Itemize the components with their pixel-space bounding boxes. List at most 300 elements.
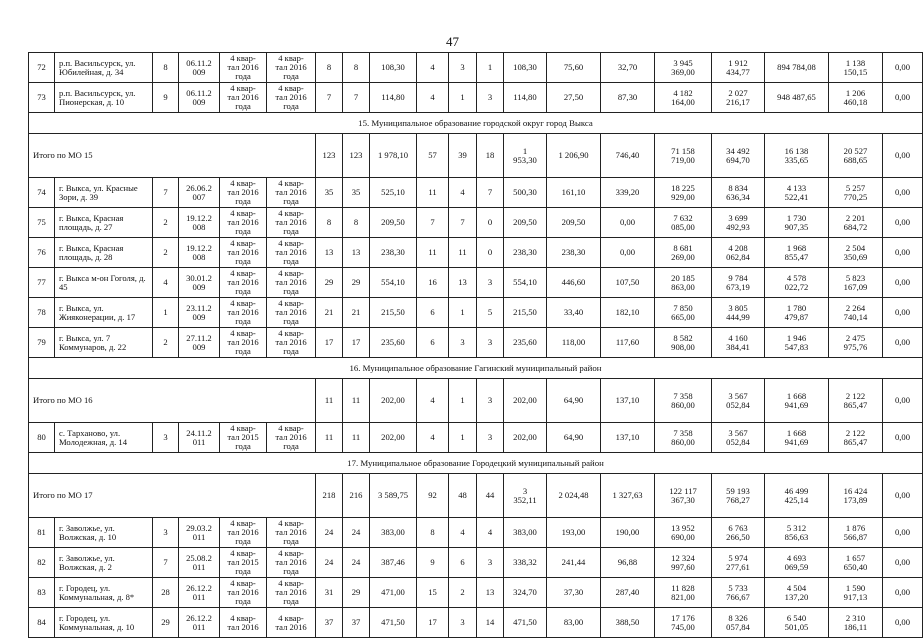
- row-number: 79: [29, 328, 55, 358]
- cell-c16: 8 681 269,00: [655, 238, 712, 268]
- cell-c15: 388,50: [601, 608, 655, 638]
- cell-c16: 17 176 745,00: [655, 608, 712, 638]
- cell-c8: 24: [343, 518, 370, 548]
- planned-term: 4 квар- тал 2016 года: [220, 83, 267, 113]
- total-row: [29, 134, 923, 178]
- cell-c20: 0,00: [883, 518, 923, 548]
- decision-date: 27.11.2 009: [179, 328, 220, 358]
- table-row: [29, 298, 923, 328]
- cell-c7: 17: [316, 328, 343, 358]
- cell-c11: 48: [449, 474, 477, 518]
- actual-term: 4 квар- тал 2016 года: [267, 298, 316, 328]
- cell-c14: 75,60: [547, 53, 601, 83]
- cell-c19: 2 310 186,11: [829, 608, 883, 638]
- cell-c18: 46 499 425,14: [765, 474, 829, 518]
- cell-c20: 0,00: [883, 208, 923, 238]
- cell-c8: 24: [343, 548, 370, 578]
- cell-c17: 34 492 694,70: [712, 134, 765, 178]
- cell-c16: 7 632 085,00: [655, 208, 712, 238]
- cell-c7: 123: [316, 134, 343, 178]
- cell-c12: 0: [477, 238, 504, 268]
- cell-c18: 948 487,65: [765, 83, 829, 113]
- cell-c17: 1 912 434,77: [712, 53, 765, 83]
- cell-c10: 57: [417, 134, 449, 178]
- cell-c7: 11: [316, 423, 343, 453]
- cell-c15: 287,40: [601, 578, 655, 608]
- cell-c3: 4: [153, 268, 179, 298]
- cell-c13: 500,30: [504, 178, 547, 208]
- cell-c16: 7 850 665,00: [655, 298, 712, 328]
- address: г. Выкса, Красная площадь, д. 28: [55, 238, 153, 268]
- planned-term: 4 квар- тал 2016 года: [220, 268, 267, 298]
- cell-c7: 37: [316, 608, 343, 638]
- decision-date: 30.01.2 009: [179, 268, 220, 298]
- cell-c20: 0,00: [883, 423, 923, 453]
- cell-c7: 11: [316, 379, 343, 423]
- cell-c13: 338,32: [504, 548, 547, 578]
- cell-c18: 4 133 522,41: [765, 178, 829, 208]
- cell-c16: 3 945 369,00: [655, 53, 712, 83]
- cell-c14: 209,50: [547, 208, 601, 238]
- cell-c10: 15: [417, 578, 449, 608]
- decision-date: 23.11.2 009: [179, 298, 220, 328]
- cell-c13: 238,30: [504, 238, 547, 268]
- cell-c19: 2 264 740,14: [829, 298, 883, 328]
- cell-c13: 324,70: [504, 578, 547, 608]
- row-number: 82: [29, 548, 55, 578]
- cell-c13: 383,00: [504, 518, 547, 548]
- page-number: 47: [446, 34, 459, 49]
- cell-c10: 7: [417, 208, 449, 238]
- table-row: [29, 548, 923, 578]
- cell-c12: 3: [477, 379, 504, 423]
- table-row: [29, 328, 923, 358]
- cell-c3: 3: [153, 423, 179, 453]
- cell-c12: 13: [477, 578, 504, 608]
- cell-c9: 202,00: [370, 423, 417, 453]
- cell-c19: 5 257 770,25: [829, 178, 883, 208]
- cell-c14: 37,30: [547, 578, 601, 608]
- cell-c7: 24: [316, 518, 343, 548]
- cell-c3: 7: [153, 178, 179, 208]
- cell-c11: 13: [449, 268, 477, 298]
- cell-c13: 3 352,11: [504, 474, 547, 518]
- cell-c13: 202,00: [504, 379, 547, 423]
- cell-c3: 7: [153, 548, 179, 578]
- cell-c19: 1 206 460,18: [829, 83, 883, 113]
- cell-c9: 471,50: [370, 608, 417, 638]
- section-title: 15. Муниципальное образование городской округ город Выкса: [29, 113, 923, 134]
- cell-c9: 3 589,75: [370, 474, 417, 518]
- cell-c20: 0,00: [883, 53, 923, 83]
- cell-c12: 3: [477, 268, 504, 298]
- cell-c17: 5 733 766,67: [712, 578, 765, 608]
- cell-c9: 238,30: [370, 238, 417, 268]
- cell-c20: 0,00: [883, 268, 923, 298]
- cell-c9: 471,00: [370, 578, 417, 608]
- cell-c14: 2 024,48: [547, 474, 601, 518]
- row-number: 73: [29, 83, 55, 113]
- cell-c14: 161,10: [547, 178, 601, 208]
- cell-c19: 1 138 150,15: [829, 53, 883, 83]
- total-row: [29, 379, 923, 423]
- cell-c19: 1 876 566,87: [829, 518, 883, 548]
- cell-c17: 3 699 492,93: [712, 208, 765, 238]
- cell-c9: 387,46: [370, 548, 417, 578]
- cell-c13: 114,80: [504, 83, 547, 113]
- planned-term: 4 квар- тал 2016 года: [220, 298, 267, 328]
- cell-c10: 17: [417, 608, 449, 638]
- address: г. Городец, ул. Коммунальная, д. 8*: [55, 578, 153, 608]
- row-number: 72: [29, 53, 55, 83]
- table-row: [29, 578, 923, 608]
- cell-c3: 2: [153, 208, 179, 238]
- cell-c18: 4 504 137,20: [765, 578, 829, 608]
- cell-c18: 6 540 501,05: [765, 608, 829, 638]
- cell-c19: 5 823 167,09: [829, 268, 883, 298]
- cell-c16: 7 358 860,00: [655, 423, 712, 453]
- address: г. Выкса, ул. Жияконерации, д. 17: [55, 298, 153, 328]
- cell-c14: 193,00: [547, 518, 601, 548]
- cell-c8: 37: [343, 608, 370, 638]
- cell-c11: 11: [449, 238, 477, 268]
- row-number: 81: [29, 518, 55, 548]
- decision-date: 24.11.2 011: [179, 423, 220, 453]
- planned-term: 4 квар- тал 2016 года: [220, 208, 267, 238]
- cell-c10: 6: [417, 328, 449, 358]
- cell-c15: 96,88: [601, 548, 655, 578]
- cell-c9: 215,50: [370, 298, 417, 328]
- decision-date: 25.08.2 011: [179, 548, 220, 578]
- cell-c7: 7: [316, 83, 343, 113]
- planned-term: 4 квар- тал 2016 года: [220, 53, 267, 83]
- actual-term: 4 квар- тал 2016 года: [267, 83, 316, 113]
- total-row: [29, 474, 923, 518]
- cell-c17: 8 326 057,84: [712, 608, 765, 638]
- cell-c12: 1: [477, 53, 504, 83]
- actual-term: 4 квар- тал 2016 года: [267, 268, 316, 298]
- section-header-row: [29, 453, 923, 474]
- cell-c16: 20 185 863,00: [655, 268, 712, 298]
- cell-c3: 8: [153, 53, 179, 83]
- cell-c20: 0,00: [883, 298, 923, 328]
- address: г. Выкса, Красная площадь, д. 27: [55, 208, 153, 238]
- actual-term: 4 квар- тал 2016 года: [267, 578, 316, 608]
- cell-c17: 3 567 052,84: [712, 423, 765, 453]
- table-row: [29, 268, 923, 298]
- cell-c12: 3: [477, 423, 504, 453]
- cell-c3: 29: [153, 608, 179, 638]
- cell-c11: 1: [449, 423, 477, 453]
- cell-c20: 0,00: [883, 548, 923, 578]
- cell-c11: 1: [449, 379, 477, 423]
- cell-c14: 1 206,90: [547, 134, 601, 178]
- cell-c10: 11: [417, 238, 449, 268]
- cell-c3: 9: [153, 83, 179, 113]
- address: г. Выкса м-он Гоголя, д. 45: [55, 268, 153, 298]
- cell-c15: 32,70: [601, 53, 655, 83]
- total-label: Итого по МО 16: [29, 379, 316, 423]
- cell-c16: 18 225 929,00: [655, 178, 712, 208]
- cell-c12: 3: [477, 328, 504, 358]
- cell-c19: 1 590 917,13: [829, 578, 883, 608]
- cell-c11: 2: [449, 578, 477, 608]
- decision-date: 06.11.2 009: [179, 53, 220, 83]
- address: г. Выкса, ул. 7 Коммунаров, д. 22: [55, 328, 153, 358]
- cell-c11: 3: [449, 328, 477, 358]
- cell-c8: 11: [343, 423, 370, 453]
- cell-c17: 59 193 768,27: [712, 474, 765, 518]
- decision-date: 06.11.2 009: [179, 83, 220, 113]
- cell-c10: 8: [417, 518, 449, 548]
- row-number: 75: [29, 208, 55, 238]
- cell-c14: 238,30: [547, 238, 601, 268]
- cell-c18: 4 693 069,59: [765, 548, 829, 578]
- cell-c17: 5 974 277,61: [712, 548, 765, 578]
- cell-c11: 1: [449, 83, 477, 113]
- cell-c20: 0,00: [883, 578, 923, 608]
- cell-c17: 9 784 673,19: [712, 268, 765, 298]
- cell-c15: 746,40: [601, 134, 655, 178]
- planned-term: 4 квар- тал 2015 года: [220, 423, 267, 453]
- cell-c11: 4: [449, 178, 477, 208]
- cell-c7: 13: [316, 238, 343, 268]
- cell-c7: 35: [316, 178, 343, 208]
- total-label: Итого по МО 15: [29, 134, 316, 178]
- cell-c14: 83,00: [547, 608, 601, 638]
- planned-term: 4 квар- тал 2015 года: [220, 548, 267, 578]
- table-row: [29, 238, 923, 268]
- address: с. Тарханово, ул. Молодежная, д. 14: [55, 423, 153, 453]
- cell-c9: 1 978,10: [370, 134, 417, 178]
- cell-c12: 44: [477, 474, 504, 518]
- cell-c19: 1 657 650,40: [829, 548, 883, 578]
- cell-c8: 216: [343, 474, 370, 518]
- actual-term: 4 квар- тал 2016 года: [267, 548, 316, 578]
- cell-c13: 1 953,30: [504, 134, 547, 178]
- cell-c12: 7: [477, 178, 504, 208]
- actual-term: 4 квар- тал 2016: [267, 608, 316, 638]
- cell-c16: 7 358 860,00: [655, 379, 712, 423]
- cell-c20: 0,00: [883, 474, 923, 518]
- cell-c3: 28: [153, 578, 179, 608]
- cell-c8: 123: [343, 134, 370, 178]
- cell-c15: 1 327,63: [601, 474, 655, 518]
- cell-c11: 6: [449, 548, 477, 578]
- cell-c10: 92: [417, 474, 449, 518]
- cell-c17: 4 160 384,41: [712, 328, 765, 358]
- cell-c15: 107,50: [601, 268, 655, 298]
- row-number: 76: [29, 238, 55, 268]
- cell-c10: 4: [417, 423, 449, 453]
- cell-c7: 29: [316, 268, 343, 298]
- decision-date: 26.12.2 011: [179, 578, 220, 608]
- cell-c10: 6: [417, 298, 449, 328]
- cell-c7: 21: [316, 298, 343, 328]
- cell-c19: 2 122 865,47: [829, 379, 883, 423]
- table-row: [29, 178, 923, 208]
- actual-term: 4 квар- тал 2016 года: [267, 518, 316, 548]
- cell-c9: 525,10: [370, 178, 417, 208]
- section-title: 16. Муниципальное образование Гагинский муниципальный район: [29, 358, 923, 379]
- cell-c8: 13: [343, 238, 370, 268]
- cell-c12: 5: [477, 298, 504, 328]
- table-row: [29, 423, 923, 453]
- actual-term: 4 квар- тал 2016 года: [267, 208, 316, 238]
- cell-c17: 3 567 052,84: [712, 379, 765, 423]
- cell-c15: 190,00: [601, 518, 655, 548]
- cell-c8: 29: [343, 268, 370, 298]
- cell-c15: 87,30: [601, 83, 655, 113]
- decision-date: 26.06.2 007: [179, 178, 220, 208]
- cell-c15: 0,00: [601, 238, 655, 268]
- cell-c16: 13 952 690,00: [655, 518, 712, 548]
- cell-c17: 2 027 216,17: [712, 83, 765, 113]
- cell-c13: 215,50: [504, 298, 547, 328]
- row-number: 78: [29, 298, 55, 328]
- cell-c3: 2: [153, 328, 179, 358]
- cell-c19: 20 527 688,65: [829, 134, 883, 178]
- cell-c17: 8 834 636,34: [712, 178, 765, 208]
- section-header-row: [29, 113, 923, 134]
- cell-c10: 16: [417, 268, 449, 298]
- cell-c11: 3: [449, 608, 477, 638]
- cell-c18: 1 668 941,69: [765, 423, 829, 453]
- cell-c13: 202,00: [504, 423, 547, 453]
- cell-c10: 9: [417, 548, 449, 578]
- cell-c15: 0,00: [601, 208, 655, 238]
- cell-c20: 0,00: [883, 328, 923, 358]
- cell-c11: 1: [449, 298, 477, 328]
- row-number: 77: [29, 268, 55, 298]
- section-title: 17. Муниципальное образование Городецкий муниципальный район: [29, 453, 923, 474]
- cell-c3: 3: [153, 518, 179, 548]
- cell-c18: 894 784,08: [765, 53, 829, 83]
- cell-c10: 4: [417, 83, 449, 113]
- table-row: [29, 608, 923, 638]
- cell-c16: 12 324 997,60: [655, 548, 712, 578]
- cell-c14: 446,60: [547, 268, 601, 298]
- decision-date: 29.03.2 011: [179, 518, 220, 548]
- cell-c18: 5 312 856,63: [765, 518, 829, 548]
- cell-c8: 35: [343, 178, 370, 208]
- cell-c9: 383,00: [370, 518, 417, 548]
- cell-c18: 1 780 479,87: [765, 298, 829, 328]
- cell-c8: 11: [343, 379, 370, 423]
- address: р.п. Васильсурск, ул. Пионерская, д. 10: [55, 83, 153, 113]
- address: г. Городец, ул. Коммунальная, д. 10: [55, 608, 153, 638]
- cell-c12: 14: [477, 608, 504, 638]
- cell-c17: 6 763 266,50: [712, 518, 765, 548]
- cell-c12: 3: [477, 548, 504, 578]
- address: р.п. Васильсурск, ул. Юбилейная, д. 34: [55, 53, 153, 83]
- cell-c15: 339,20: [601, 178, 655, 208]
- cell-c15: 137,10: [601, 423, 655, 453]
- actual-term: 4 квар- тал 2016 года: [267, 53, 316, 83]
- cell-c11: 3: [449, 53, 477, 83]
- resettlement-table: [28, 52, 923, 638]
- cell-c9: 554,10: [370, 268, 417, 298]
- cell-c20: 0,00: [883, 83, 923, 113]
- cell-c17: 3 805 444,99: [712, 298, 765, 328]
- actual-term: 4 квар- тал 2016 года: [267, 423, 316, 453]
- cell-c16: 11 828 821,00: [655, 578, 712, 608]
- address: г. Выкса, ул. Красные Зори, д. 39: [55, 178, 153, 208]
- cell-c8: 7: [343, 83, 370, 113]
- decision-date: 19.12.2 008: [179, 238, 220, 268]
- cell-c19: 16 424 173,89: [829, 474, 883, 518]
- cell-c20: 0,00: [883, 134, 923, 178]
- cell-c13: 554,10: [504, 268, 547, 298]
- cell-c8: 8: [343, 53, 370, 83]
- cell-c18: 1 946 547,83: [765, 328, 829, 358]
- cell-c16: 71 158 719,00: [655, 134, 712, 178]
- cell-c8: 29: [343, 578, 370, 608]
- planned-term: 4 квар- тал 2016 года: [220, 578, 267, 608]
- cell-c9: 209,50: [370, 208, 417, 238]
- table-row: [29, 83, 923, 113]
- planned-term: 4 квар- тал 2016 года: [220, 518, 267, 548]
- actual-term: 4 квар- тал 2016 года: [267, 178, 316, 208]
- cell-c15: 137,10: [601, 379, 655, 423]
- cell-c13: 235,60: [504, 328, 547, 358]
- row-number: 80: [29, 423, 55, 453]
- cell-c16: 122 117 367,30: [655, 474, 712, 518]
- total-label: Итого по МО 17: [29, 474, 316, 518]
- cell-c9: 108,30: [370, 53, 417, 83]
- table-row: [29, 208, 923, 238]
- cell-c12: 3: [477, 83, 504, 113]
- cell-c16: 8 582 908,00: [655, 328, 712, 358]
- cell-c13: 471,50: [504, 608, 547, 638]
- cell-c16: 4 182 164,00: [655, 83, 712, 113]
- cell-c9: 114,80: [370, 83, 417, 113]
- cell-c14: 241,44: [547, 548, 601, 578]
- planned-term: 4 квар- тал 2016 года: [220, 328, 267, 358]
- decision-date: 26.12.2 011: [179, 608, 220, 638]
- cell-c13: 209,50: [504, 208, 547, 238]
- cell-c10: 4: [417, 53, 449, 83]
- row-number: 84: [29, 608, 55, 638]
- cell-c14: 64,90: [547, 423, 601, 453]
- cell-c3: 2: [153, 238, 179, 268]
- cell-c14: 64,90: [547, 379, 601, 423]
- cell-c18: 4 578 022,72: [765, 268, 829, 298]
- cell-c20: 0,00: [883, 379, 923, 423]
- cell-c8: 8: [343, 208, 370, 238]
- row-number: 83: [29, 578, 55, 608]
- cell-c11: 4: [449, 518, 477, 548]
- cell-c13: 108,30: [504, 53, 547, 83]
- cell-c18: 1 968 855,47: [765, 238, 829, 268]
- cell-c15: 182,10: [601, 298, 655, 328]
- cell-c19: 2 201 684,72: [829, 208, 883, 238]
- cell-c8: 21: [343, 298, 370, 328]
- row-number: 74: [29, 178, 55, 208]
- cell-c17: 4 208 062,84: [712, 238, 765, 268]
- cell-c7: 8: [316, 53, 343, 83]
- actual-term: 4 квар- тал 2016 года: [267, 238, 316, 268]
- section-header-row: [29, 358, 923, 379]
- table-row: [29, 518, 923, 548]
- cell-c10: 11: [417, 178, 449, 208]
- decision-date: 19.12.2 008: [179, 208, 220, 238]
- address: г. Заволжье, ул. Волжская, д. 10: [55, 518, 153, 548]
- cell-c19: 2 122 865,47: [829, 423, 883, 453]
- cell-c7: 31: [316, 578, 343, 608]
- cell-c20: 0,00: [883, 608, 923, 638]
- planned-term: 4 квар- тал 2016 года: [220, 238, 267, 268]
